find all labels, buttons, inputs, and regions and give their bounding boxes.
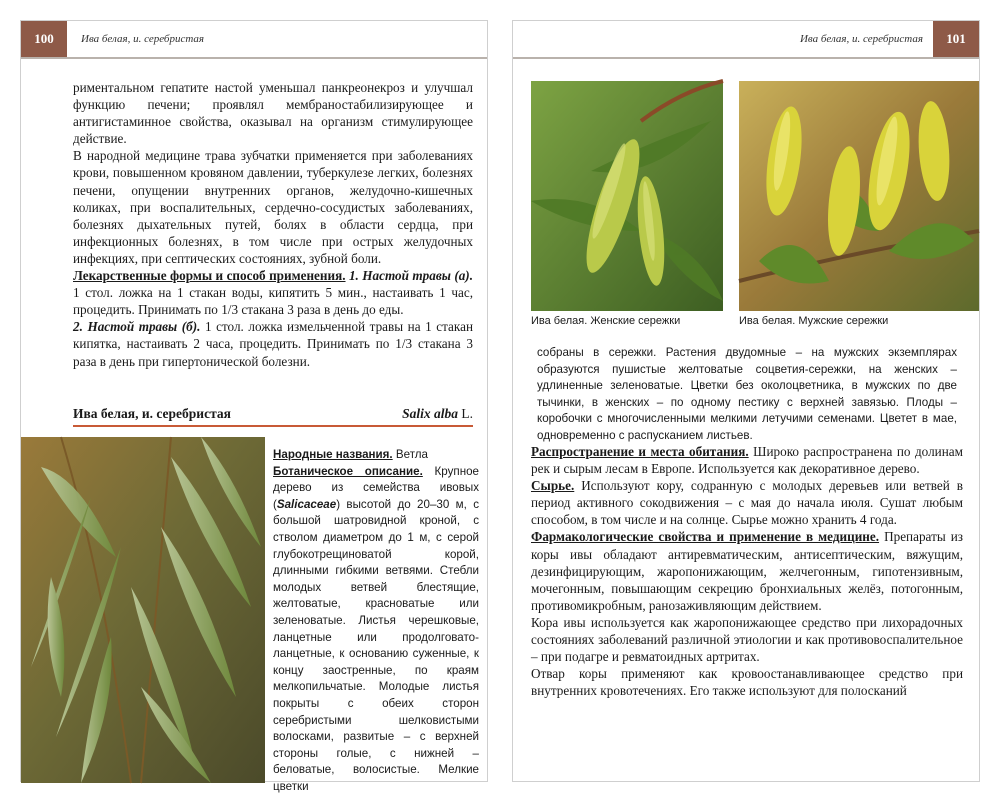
paragraph xyxy=(531,528,963,613)
distribution-text: Широко распространена по долинам рек и сырым лесам в Европе. Используется как декоративное дерево. xyxy=(531,444,963,477)
left-header xyxy=(21,21,487,59)
recipe-text: 1 стол. ложка измельченной травы на 1 стакан кипятка, настаивать 2 часа, процедить. Принимать по 1/3 стакана 3 раза в день при гипертонической болезни. xyxy=(73,319,473,369)
article-title-bar xyxy=(73,405,473,427)
paragraph: собраны в сережки. Растения двудомные – на мужских экземплярах образуются пушистые желтоватые соцветия-сережки, на женских – удлиненные зеленоватые. Цветки без околоцветника, в мужских по две тычинки, в женских – по одному пестику с верхней завязью. Плоды – коробочки с многочисленными мелкими летучими семенами. Цветет в мае, одновременно с распусканием листьев. xyxy=(537,346,957,442)
paragraph xyxy=(531,443,963,477)
right-header xyxy=(513,21,979,59)
left-page xyxy=(20,20,488,793)
page-number: 101 xyxy=(933,21,979,57)
willow-leaves-photo xyxy=(21,437,265,783)
female-catkins-image xyxy=(531,81,723,311)
running-head: Ива белая, и. серебристая xyxy=(799,33,923,45)
paragraph: риментальном гепатите настой уменьшал панкреонекроз и улучшал функцию печени; проявлял мембраностабилизирующее и антигистаминное свойства, оказывал на организм стимулирующее действие. xyxy=(73,80,473,147)
flowers-text xyxy=(537,345,957,445)
paragraph: Кора ивы используется как жаропонижающее средство при лихорадочных состояниях заболеваний различной этиологии и как противовоспалительное – при подагре и ревматоидных артритах. xyxy=(531,614,963,665)
latin-author: L. xyxy=(461,406,473,421)
latin-binomial: Salix alba xyxy=(402,406,458,421)
right-page xyxy=(512,20,980,782)
forms-heading: Лекарственные формы и способ применения. xyxy=(73,268,346,284)
paragraph xyxy=(531,477,963,528)
caption-female: Ива белая. Женские сережки xyxy=(531,315,681,327)
article-title: Ива белая, и. серебристая xyxy=(73,406,231,421)
botany-heading: Ботаническое описание. xyxy=(273,464,423,478)
pharmacology-heading: Фармакологические свойства и применение в медицине. xyxy=(531,529,880,545)
paragraph xyxy=(273,464,479,796)
paragraph: Отвар коры применяют как кровоостанавливающее средство при внутренних кровотечениях. Его также используют для полосканий xyxy=(531,666,963,699)
folk-names-heading: Народные названия. xyxy=(273,448,393,461)
recipe-title: 2. Настой травы (б). xyxy=(73,319,201,335)
botany-text-a: Крупное дерево из семейства ивовых ( xyxy=(273,464,479,511)
male-catkins-image xyxy=(739,81,979,311)
left-top-text xyxy=(73,79,473,370)
paragraph xyxy=(73,267,473,318)
botany-family: Salicaceae xyxy=(276,497,337,511)
female-catkins-photo xyxy=(531,81,723,311)
recipe-title: 1. Настой травы (а). xyxy=(348,268,473,284)
folk-names: Ветла xyxy=(395,448,428,461)
recipe-text: 1 стол. ложка на 1 стакан воды, кипятить 5 мин., настаивать 1 час, процедить. Принимать по 1/3 стакана 3 раза в день до еды. xyxy=(73,285,473,318)
latin-name xyxy=(402,406,473,422)
paragraph: В народной медицине трава зубчатки применяется при заболеваниях крови, повышенном кровяном давлении, туберкулезе легких, болезнях печени, опущении внутренних органов, желудочно-кишечных коликах, при воспалительных, сердечно-сосудистых заболеваниях, болезнях дыхательных путей, болях в области сердца, при инфекционных болезнях, в том числе при острых желудочных инфекциях, при септических состояниях, зубной боли. xyxy=(73,148,473,266)
page-number: 100 xyxy=(21,21,67,57)
botany-text xyxy=(273,447,479,795)
running-head: Ива белая, и. серебристая xyxy=(81,33,205,45)
botany-text-b: ) высотой до 20–30 м, с большой шатровидной кроной, с стволом диаметром до 1 м, с серой глубокотрещиноватой корой, длинными гибкими ветвями. Стебли молодых ветвей блестящие, желтоватые, красноватые или зеленоватые. Листья черешковые, ланцетные или продолговато-ланцетные, к основанию суженные, к концу заостренные, по краям мелкопильчатые. Молодые листья покрыты с обеих сторон серебристыми шелковистыми волосками, развитые – с верхней стороны голые, с нижней – беловатые, волосистые. Мелкие цветки xyxy=(273,497,479,793)
paragraph xyxy=(273,447,479,464)
raw-material-heading: Сырье. xyxy=(531,478,575,494)
pharmacology-text: Препараты из коры ивы обладают антиревматическим, антисептическим, вяжущим, дезинфицирующим, жаропонижающим, желчегонным, гипотензивным, мочегонным, повышающим секрецию бронхиальных желёз, потогонным, противомикробным, ранозаживляющим действием. xyxy=(531,529,963,613)
right-main-text xyxy=(531,443,963,699)
distribution-heading: Распространение и места обитания. xyxy=(531,444,749,459)
male-catkins-photo xyxy=(739,81,979,311)
raw-material-text: Используют кору, содранную с молодых деревьев или ветвей в период активного сокодвижения – с мая до начала июля. Сушат любым способом, в том числе и на солнце. Сырье можно хранить 4 года. xyxy=(531,478,963,528)
willow-leaves-image xyxy=(21,437,265,783)
caption-male: Ива белая. Мужские сережки xyxy=(739,315,889,327)
paragraph xyxy=(73,318,473,369)
